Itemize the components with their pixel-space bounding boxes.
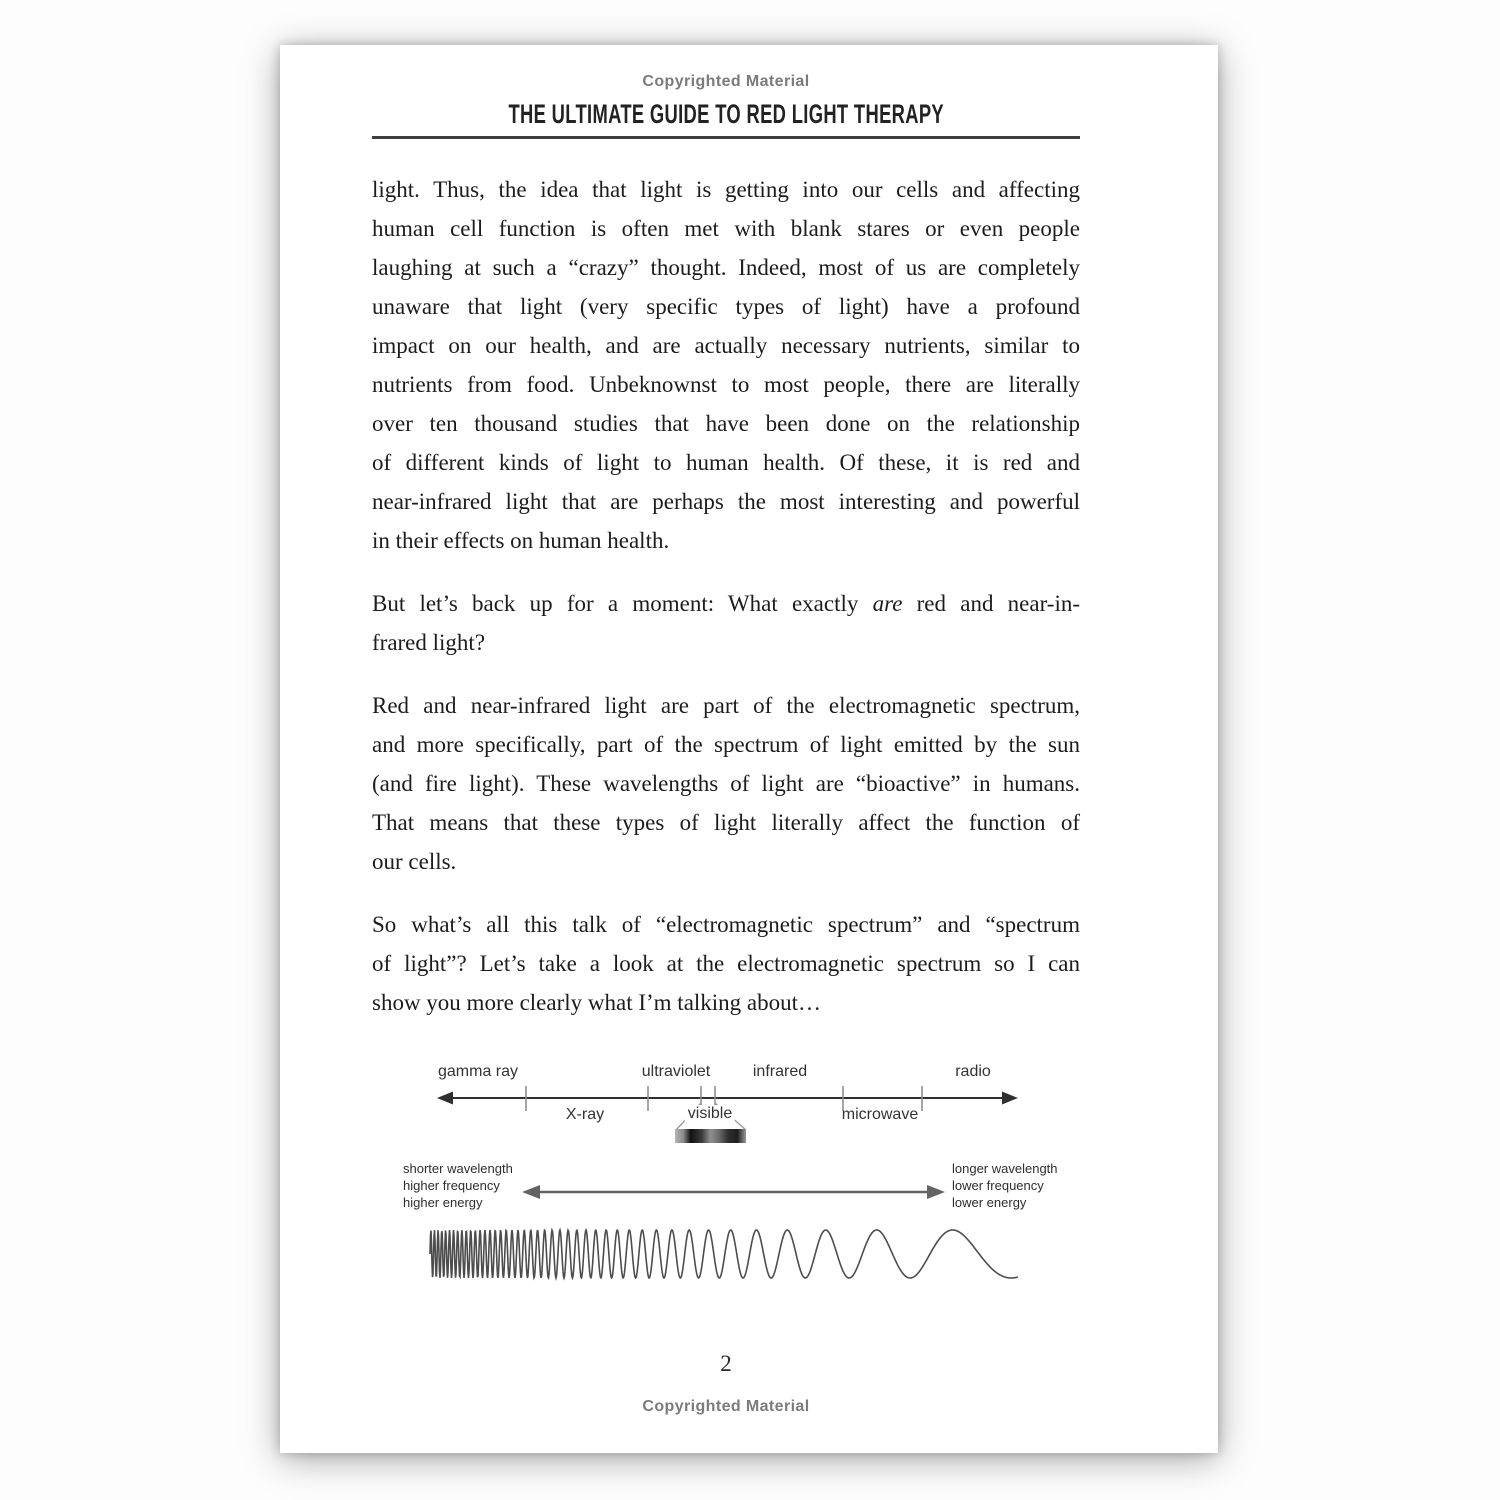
copyright-notice-top: Copyrighted Material	[642, 73, 810, 90]
wavelength-arrow-graphic	[518, 1181, 949, 1203]
text-line: That means that these types of light literally affect the function of	[372, 810, 1080, 835]
italic-word: are	[872, 591, 903, 616]
text-line: our cells.	[372, 849, 457, 874]
body-text-column	[372, 170, 1080, 1046]
text-line: But let’s back up for a moment: What exactly are red and near-in-	[372, 591, 1080, 616]
text-line: impact on our health, and are actually necessary nutrients, similar to	[372, 333, 1080, 358]
text-line: near-infrared light that are perhaps the most interesting and powerful	[372, 489, 1080, 514]
left-arrowhead-icon	[437, 1092, 453, 1105]
wavelength-left-caption: shorter wavelength higher frequency higher energy	[403, 1161, 513, 1210]
text-line: nutrients from food. Unbeknownst to most people, there are literally	[372, 372, 1080, 397]
text-line: over ten thousand studies that have been done on the relationship	[372, 411, 1080, 436]
axis-label-microwave: microwave	[841, 1106, 919, 1123]
text-line: of different kinds of light to human health. Of these, it is red and	[372, 450, 1080, 475]
axis-label-radio: radio	[955, 1063, 991, 1080]
text-line: (and fire light). These wavelengths of light are “bioactive” in humans.	[372, 771, 1080, 796]
text-line: So what’s all this talk of “electromagnetic spectrum” and “spectrum	[372, 912, 1080, 937]
copyright-notice-bottom: Copyrighted Material	[642, 1398, 810, 1415]
text-line: of light”? Let’s take a look at the electromagnetic spectrum so I can	[372, 951, 1080, 976]
chirp-wave-graphic	[430, 1225, 1022, 1283]
visible-spectrum-bar	[675, 1129, 746, 1143]
text-line: human cell function is often met with blank stares or even people	[372, 216, 1080, 241]
paragraph-1	[372, 170, 1080, 560]
text-line: frared light?	[372, 630, 486, 655]
axis-label-visible: visible	[685, 1105, 735, 1123]
text-line: laughing at such a “crazy” thought. Indeed, most of us are completely	[372, 255, 1080, 280]
chirp-wave-path	[430, 1230, 1018, 1278]
paragraph-3	[372, 686, 1080, 881]
paragraph-4	[372, 905, 1080, 1022]
header-rule	[372, 136, 1080, 139]
text-line: Red and near-infrared light are part of the electromagnetic spectrum,	[372, 693, 1080, 718]
wavelength-right-caption: longer wavelength lower frequency lower energy	[952, 1161, 1058, 1210]
running-head-title: THE ULTIMATE GUIDE TO RED LIGHT THERAPY	[508, 99, 944, 129]
left-arrowhead-icon	[522, 1185, 540, 1199]
book-page	[280, 45, 1218, 1453]
right-arrowhead-icon	[927, 1185, 945, 1199]
text-line: light. Thus, the idea that light is getting into our cells and affecting	[372, 177, 1080, 202]
text-line: in their effects on human health.	[372, 528, 670, 553]
text-line: show you more clearly what I’m talking about…	[372, 990, 822, 1015]
text-line: and more specifically, part of the spectrum of light emitted by the sun	[372, 732, 1080, 757]
axis-label-x-ray: X-ray	[565, 1106, 605, 1123]
paragraph-2	[372, 584, 1080, 662]
page-number: 2	[720, 1351, 732, 1376]
axis-label-gamma-ray: gamma ray	[437, 1063, 519, 1080]
axis-label-infrared: infrared	[752, 1063, 808, 1080]
axis-label-ultraviolet: ultraviolet	[641, 1063, 711, 1080]
text-line: unaware that light (very specific types of light) have a profound	[372, 294, 1080, 319]
right-arrowhead-icon	[1002, 1092, 1018, 1105]
